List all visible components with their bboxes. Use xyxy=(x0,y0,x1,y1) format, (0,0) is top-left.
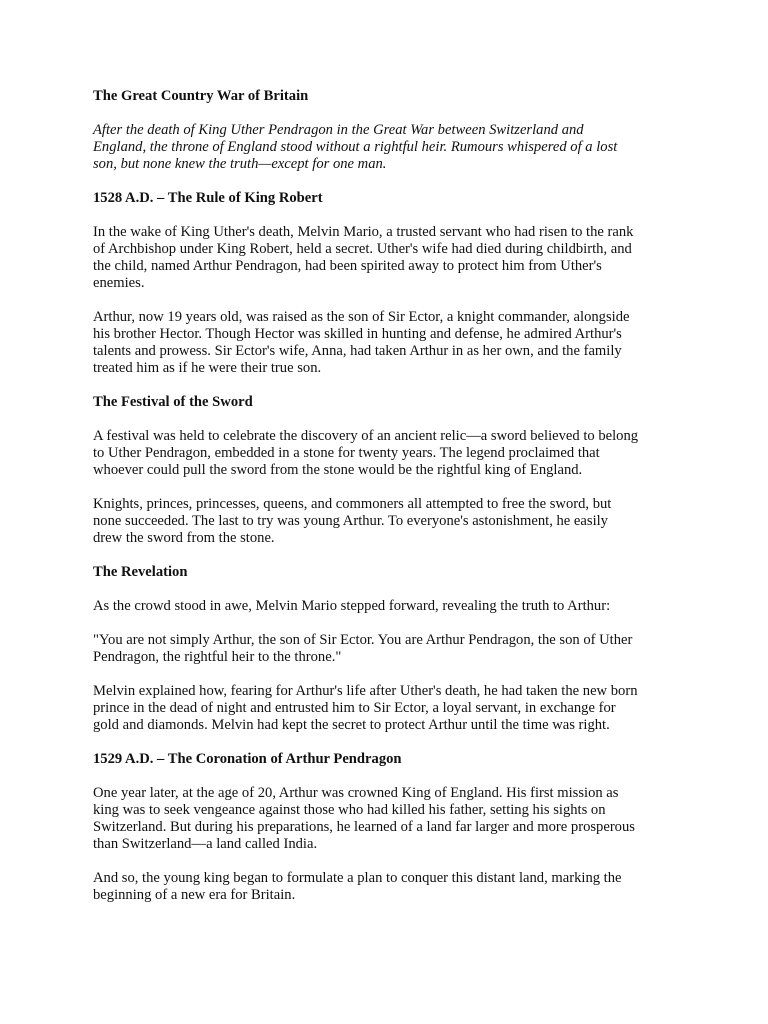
text-line: beginning of a new era for Britain. xyxy=(93,887,296,903)
text-line: treated him as if he were their true son. xyxy=(93,360,322,376)
body-paragraph xyxy=(93,309,688,377)
text-line: Arthur, now 19 years old, was raised as the son of Sir Ector, a knight commander, alongside xyxy=(93,309,630,325)
text-line: And so, the young king began to formulate a plan to conquer this distant land, marking the xyxy=(93,870,622,886)
text-line: The Revelation xyxy=(93,564,188,580)
text-line: One year later, at the age of 20, Arthur was crowned King of England. His first mission as xyxy=(93,785,619,801)
text-line: the child, named Arthur Pendragon, had been spirited away to protect him from Uther's xyxy=(93,258,602,274)
body-paragraph xyxy=(93,632,688,666)
text-line: prince in the dead of night and entrusted him to Sir Ector, a loyal servant, in exchange for xyxy=(93,700,616,716)
body-paragraph xyxy=(93,683,688,734)
text-line: gold and diamonds. Melvin had kept the secret to protect Arthur until the time was right. xyxy=(93,717,610,733)
text-line: of Archbishop under King Robert, held a secret. Uther's wife had died during childbirth, and xyxy=(93,241,632,257)
body-paragraph xyxy=(93,428,688,479)
text-line: none succeeded. The last to try was young Arthur. To everyone's astonishment, he easily xyxy=(93,513,608,529)
section-heading xyxy=(93,564,688,581)
text-line: to Uther Pendragon, embedded in a stone for twenty years. The legend proclaimed that xyxy=(93,445,600,461)
text-line: 1529 A.D. – The Coronation of Arthur Pendragon xyxy=(93,751,402,767)
text-line: Knights, princes, princesses, queens, and commoners all attempted to free the sword, but xyxy=(93,496,612,512)
text-line: enemies. xyxy=(93,275,145,291)
text-line: A festival was held to celebrate the discovery of an ancient relic—a sword believed to belong xyxy=(93,428,639,444)
body-paragraph xyxy=(93,870,688,904)
text-line: After the death of King Uther Pendragon in the Great War between Switzerland and xyxy=(93,122,584,138)
text-line: his brother Hector. Though Hector was skilled in hunting and defense, he admired Arthur's xyxy=(93,326,622,342)
text-line: England, the throne of England stood without a rightful heir. Rumours whispered of a lost xyxy=(93,139,618,155)
text-line: whoever could pull the sword from the stone would be the rightful king of England. xyxy=(93,462,583,478)
body-paragraph xyxy=(93,785,688,853)
text-line: 1528 A.D. – The Rule of King Robert xyxy=(93,190,323,206)
section-heading xyxy=(93,751,688,768)
section-heading xyxy=(93,88,688,105)
body-paragraph xyxy=(93,496,688,547)
text-line: "You are not simply Arthur, the son of Sir Ector. You are Arthur Pendragon, the son of Uther xyxy=(93,632,633,648)
text-line: The Great Country War of Britain xyxy=(93,88,309,104)
text-line: Melvin explained how, fearing for Arthur's life after Uther's death, he had taken the new born xyxy=(93,683,638,699)
text-line: Switzerland. But during his preparations, he learned of a land far larger and more prosperous xyxy=(93,819,635,835)
text-line: drew the sword from the stone. xyxy=(93,530,275,546)
text-line: The Festival of the Sword xyxy=(93,394,253,410)
text-line: son, but none knew the truth—except for one man. xyxy=(93,156,387,172)
body-paragraph xyxy=(93,224,688,292)
section-heading xyxy=(93,190,688,207)
intro-paragraph xyxy=(93,122,688,173)
text-line: king was to seek vengeance against those who had killed his father, setting his sights on xyxy=(93,802,606,818)
section-heading xyxy=(93,394,688,411)
body-paragraph xyxy=(93,598,688,615)
text-line: Pendragon, the rightful heir to the throne." xyxy=(93,649,342,665)
text-line: than Switzerland—a land called India. xyxy=(93,836,318,852)
text-line: In the wake of King Uther's death, Melvin Mario, a trusted servant who had risen to the rank xyxy=(93,224,634,240)
text-line: As the crowd stood in awe, Melvin Mario stepped forward, revealing the truth to Arthur: xyxy=(93,598,611,614)
text-line: talents and prowess. Sir Ector's wife, Anna, had taken Arthur in as her own, and the family xyxy=(93,343,622,359)
